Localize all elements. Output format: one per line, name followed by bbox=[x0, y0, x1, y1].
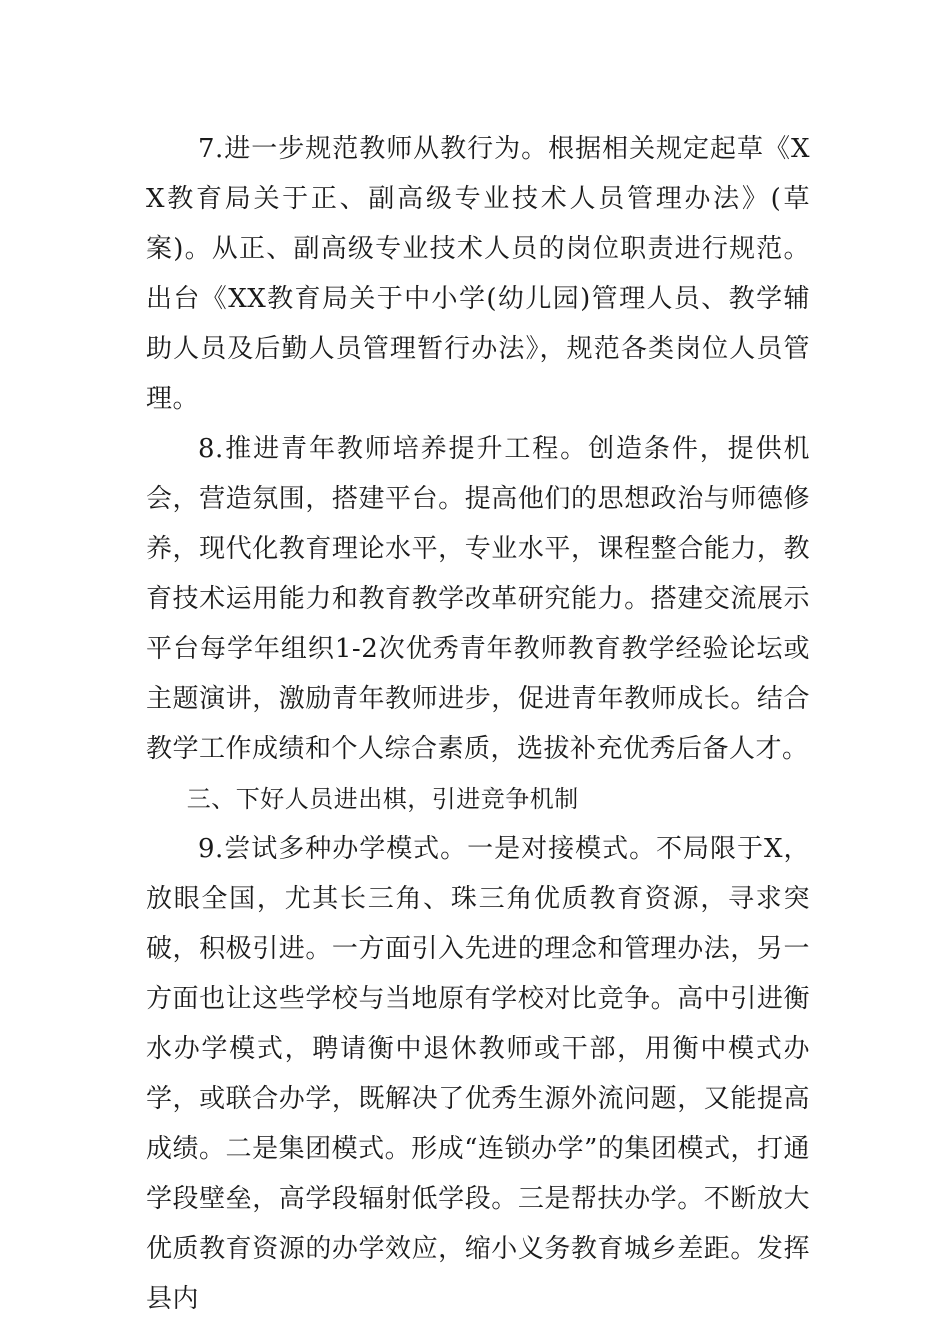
document-body bbox=[146, 124, 810, 1324]
section-heading-3: 三、下好人员进出棋，引进竞争机制 bbox=[186, 785, 579, 813]
paragraph-8-young-teacher-training: 8.推进青年教师培养提升工程。创造条件，提供机会，营造氛围，搭建平台。提高他们的思想政治与师德修养，现代化教育理论水平，专业水平，课程整合能力，教育技术运用能力和教育教学改革研究能力。搭建交流展示平台每学年组织1-2次优秀青年教师教育教学经验论坛或主题演讲，激励青年教师进步，促进青年教师成长。结合教学工作成绩和个人综合素质，选拔补充优秀后备人才。 bbox=[146, 434, 810, 764]
paragraph-9-school-models: 9.尝试多种办学模式。一是对接模式。不局限于X，放眼全国，尤其长三角、珠三角优质教育资源，寻求突破，积极引进。一方面引入先进的理念和管理办法，另一方面也让这些学校与当地原有学校对比竞争。高中引进衡水办学模式，聘请衡中退休教师或干部，用衡中模式办学，或联合办学，既解决了优秀生源外流问题，又能提高成绩。二是集团模式。形成“连锁办学”的集团模式，打通学段壁垒，高学段辐射低学段。三是帮扶办学。不断放大优质教育资源的办学效应，缩小义务教育城乡差距。发挥县内 bbox=[146, 834, 810, 1314]
paragraph-7-teacher-conduct: 7.进一步规范教师从教行为。根据相关规定起草《XX教育局关于正、副高级专业技术人员管理办法》(草案)。从正、副高级专业技术人员的岗位职责进行规范。出台《XX教育局关于中小学(幼儿园)管理人员、教学辅助人员及后勤人员管理暂行办法》，规范各类岗位人员管理。 bbox=[146, 134, 810, 414]
